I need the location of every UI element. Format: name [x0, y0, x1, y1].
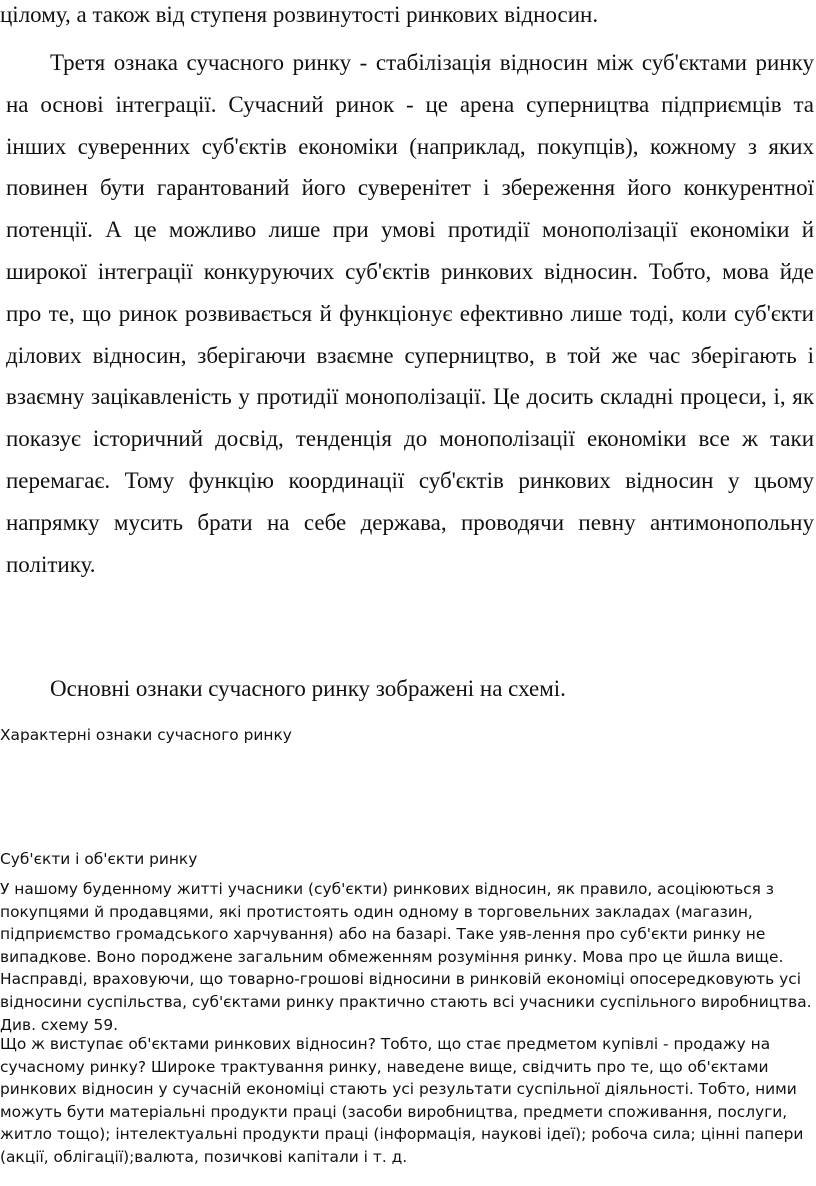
scheme-caption: Характерні ознаки сучасного ринку: [0, 726, 292, 744]
section-paragraph-subjects: У нашому буденному житті учасники (суб'єкти) ринкових відносин, як правило, асоціюються з покупцями й продавцями, які протистоять один одному в торговельних закладах (магазин, підприємство громадського харчування) або на базарі. Таке уяв-лення про суб'єкти ринку не випадкове. Воно породжене загальним обмеженням розуміння ринку. Мова про це йшла вище. Насправді, враховуючи, що товарно-грошові відносини в ринковій економіці опосередковують усі відносини суспільства, суб'єктами ринку практично стають всі учасники суспільного виробництва. Див. схему 59.: [0, 880, 812, 1034]
opening-line: цілому, а також від ступеня розвинутості ринкових відносин.: [0, 2, 599, 27]
scheme-intro: Основні ознаки сучасного ринку зображені на схемі.: [50, 676, 566, 701]
section-paragraph-objects: Що ж виступає об'єктами ринкових відносин? Тобто, що стає предметом купівлі - продажу на сучасному ринку? Широке трактування ринку, наведене вище, свідчить про те, що об'єктами ринкових відносин у сучасній економіці стають усі результати суспільної діяльності. Тобто, ними можуть бути матеріальні продукти праці (засоби виробництва, предмети споживання, послуги, житло тощо); інтелектуальні продукти праці (інформація, наукові ідеї); робоча сила; цінні папери (акції, облігації);валюта, позичкові капітали і т. д.: [0, 1035, 804, 1166]
main-paragraph: Третя ознака сучасного ринку - стабілізація відносин між суб'єктами ринку на основі інтеграції. Сучасний ринок - це арена суперництва підприємців та інших суверенних суб'єктів економіки (наприклад, покупців), кожному з яких повинен бути гарантований його суверенітет і збереження його конкурентної потенції. А це можливо лише при умові протидії монополізації економіки й широкої інтеграції конкуруючих суб'єктів ринкових відносин. Тобто, мова йде про те, що ринок розвивається й функціонує ефективно лише тоді, коли суб'єкти ділових відносин, зберігаючи взаємне суперництво, в той же час зберігають і взаємну зацікавленість у протидії монополізації. Це досить складні процеси, і, як показує історичний досвід, тенденція до монополізації економіки все ж таки перемагає. Тому функцію координації суб'єктів ринкових відносин у цьому напрямку мусить брати на себе держава, проводячи певну антимонопольну політику.: [6, 50, 814, 577]
section-heading: Суб'єкти і об'єкти ринку: [0, 850, 198, 868]
